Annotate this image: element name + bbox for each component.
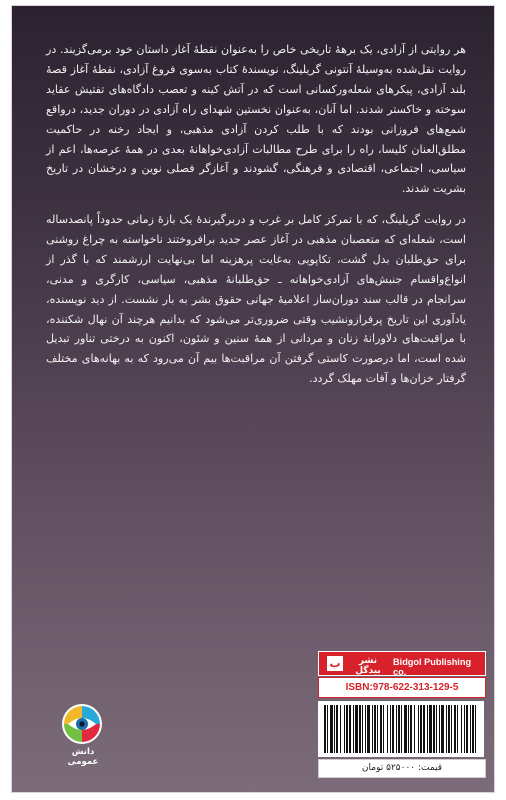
publisher-name-en: Bidgol Publishing co. [393, 657, 472, 677]
isbn-label: ISBN:978-622-313-129-5 [318, 677, 486, 698]
publisher-logo-icon: ب [327, 656, 343, 671]
barcode-icon [318, 701, 484, 757]
price-label: قیمت: ۵۲۵۰۰۰ تومان [318, 759, 486, 778]
blurb-paragraph-1: هر روایتی از آزادی، یک برهۀ تاریخی خاص را به‌عنوان نقطۀ آغاز داستان خود برمی‌گزیند. در روایت نقل‌شده به‌وسیلۀ آنتونی گریلینگ، نویسندۀ کتاب به‌سوی فروغ آزادی، نقطۀ آغاز قصۀ بلند آزادی، پیکرهای شعله‌ورکسانی است که در آتش کینه و تعصب دادگاه‌های تفتیش عقاید سوخته و خاکستر شدند. اما آنان، به‌عنوان نخستین شهدای راه آزادی در دوران جدید، درواقع شمع‌های فروزانی بودند که با طلب کردن آزادی مذهبی، و ایجاد رخنه در حاکمیت مطلق‌العنان کلیسا، راه را برای طرح مطالبات آزادی‌خواهانۀ بعدی در همۀ عرصه‌ها، اعم از سیاسی، اجتماعی، اقتصادی و فرهنگی، گشودند و آغازگر فصلی نوین و درخشان در تاریخ بشریت شدند. [46, 43, 466, 196]
series-badge-label: دانش عمومی [67, 747, 99, 767]
blurb-paragraph-2: در روایت گریلینگ، که با تمرکز کامل بر غرب و دربرگیرندۀ یک بازۀ زمانی حدوداً پانصدساله است، شعله‌ای که متعصبان مذهبی در آغاز عصر جدید برافروختند ناخواسته به چراغ روشنی برای حق‌طلبان بدل گشت، تکاپویی به‌غایت پرهزینه اما بی‌نهایت ارزشمند که با گذر از انواع‌واقسام جنبش‌های آزادی‌خواهانه ـ حق‌طلبانۀ مذهبی، سیاسی، کارگری و مدنی، سرانجام در قالب سند دوران‌ساز اعلامیۀ جهانی حقوق بشر به بار نشست. از دید نویسنده، یادآوری این تاریخ پرفرازونشیب وقتی ضروری‌تر می‌شود که بدانیم هرچند آن نهال شکننده، با مراقبت‌های دلاورانۀ زنان و مردانی از همۀ سنین و شئون، اکنون به درختی تناور تبدیل شده است، اما درصورت کاستی گرفتن آن مراقبت‌ها بیم آن می‌رود که به بهانه‌های مختلف گرفتار خزان‌ها و آفات مهلک گردد. [46, 213, 466, 386]
publisher-name-fa: نشر بیدگل [355, 656, 381, 676]
publisher-bar [318, 651, 486, 676]
eye-icon [60, 702, 104, 746]
publisher-block [318, 645, 486, 781]
